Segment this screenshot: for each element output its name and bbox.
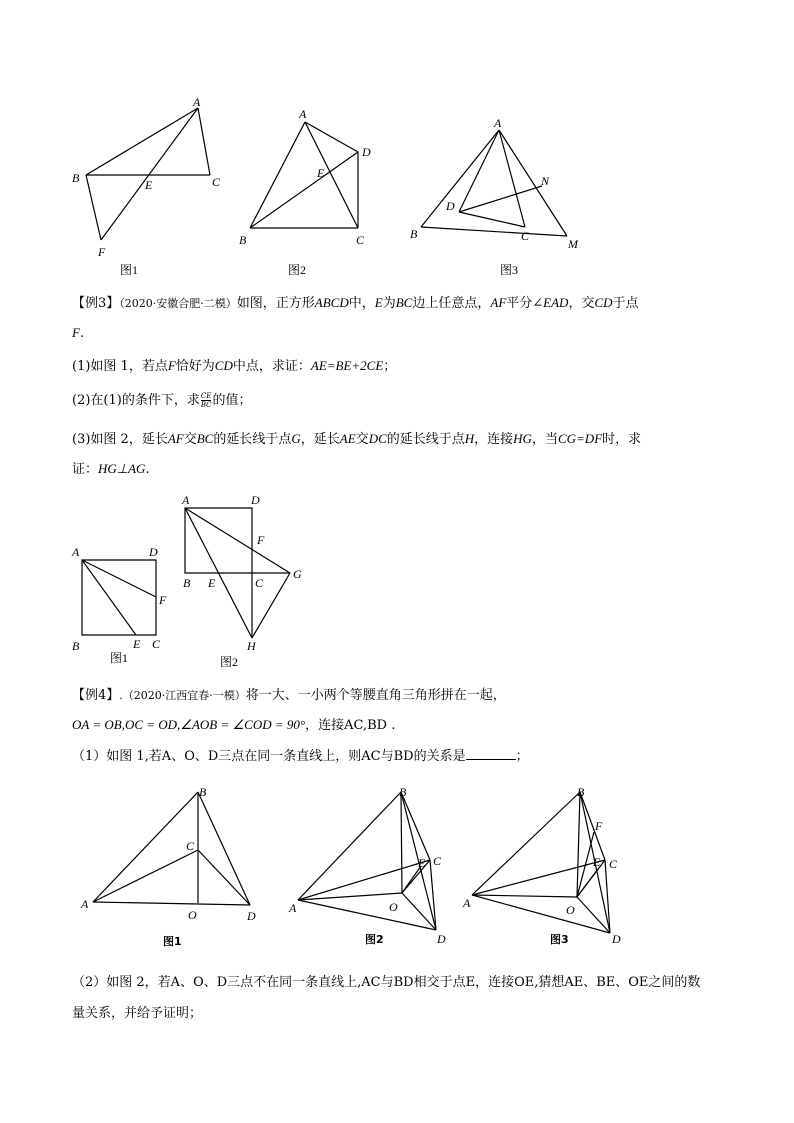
top-fig3-label-B: B	[410, 227, 418, 241]
ex4-stem-line2: OA = OB,OC = OD,∠AOB = ∠COD = 90°，连接AC,BD .	[72, 717, 396, 733]
ex3-figures	[0, 490, 794, 690]
ex3-stem-line2: F.	[72, 325, 85, 341]
top-fig2	[239, 107, 371, 277]
top-fig1-label-F: F	[98, 245, 106, 259]
ex4-fig2-label-E: E	[418, 856, 426, 870]
top-fig3-label-M: M	[568, 237, 578, 251]
top-fig3-label-A: A	[494, 116, 502, 130]
ex3-fig1-label-F: F	[159, 593, 167, 607]
ex3-fig2-label-A: A	[182, 493, 190, 507]
top-fig3	[410, 116, 579, 277]
ex4-fig1-label-C: C	[186, 839, 195, 853]
ex4-fig3-label-D: D	[612, 932, 621, 946]
ex4-question-2-line2: 量关系，并给予证明；	[72, 1006, 203, 1021]
top-fig1-label-B: B	[72, 171, 80, 185]
ex3-question-3-line1: (3)如图 2，延长AF交BC的延长线于点G，延长AE交DC的延长线于点H，连接HG，当CG=DF时，求	[72, 431, 642, 447]
top-fig3-label-C: C	[521, 229, 530, 243]
ex4-figures	[0, 775, 794, 965]
ex4-stem-line1: 【例4】.（2020·江西宜春·一模）将一大、一小两个等腰直角三角形拼在一起，	[72, 688, 506, 703]
top-fig1-label-E: E	[145, 178, 153, 192]
top-fig2-label-A: A	[299, 107, 307, 121]
ex3-stem-line1: 【例3】（2020·安徽合肥·二模）如图，正方形ABCD中，E为BC边上任意点，AF平分∠EAD，交CD于点	[72, 295, 639, 311]
ex4-fig1-label-A: A	[81, 897, 89, 911]
ex3-fig1-label-C: C	[152, 637, 161, 651]
ex3-question-2: (2)在(1)的条件下，求 $\frac{CE}{BC}$ 的值；	[72, 392, 252, 409]
ex3-fig2-label-F: F	[257, 533, 265, 547]
ex4-fig3-label-F: F	[595, 819, 603, 833]
ex3-fig2-label-D: D	[251, 493, 260, 507]
ex3-question-3-line2: 证：HG⊥AG.	[72, 461, 150, 477]
top-fig2-label-D: D	[362, 145, 371, 159]
ex4-fig2-label-C: C	[433, 854, 442, 868]
top-fig2-label-B: B	[239, 233, 247, 247]
top-fig1-label-C: C	[212, 175, 221, 189]
ex3-fig1-label-E: E	[133, 637, 141, 651]
ex4-question-2-line1: （2）如图 2，若A、O、D三点不在同一条直线上,AC与BD相交于点E，连接OE,猜想AE、BE、OE之间的数	[72, 975, 701, 990]
ex3-fig1	[71, 545, 167, 665]
ex4-fig3-caption: 图3	[550, 933, 569, 946]
ex4-fig1-label-O: O	[188, 908, 197, 922]
ex3-fig2-label-C: C	[255, 576, 264, 590]
ex3-fig1-caption: 图1	[110, 651, 129, 665]
top-fig3-label-D: D	[446, 199, 455, 213]
ex3-fig2-label-G: G	[293, 567, 302, 581]
ex4-fig2-label-B: B	[399, 785, 407, 799]
ex3-fig1-label-B: B	[72, 639, 80, 653]
ex4-fig2	[288, 785, 446, 946]
ex4-fig3	[462, 785, 621, 946]
ex3-fig2	[181, 493, 302, 669]
top-fig2-caption: 图2	[288, 263, 307, 277]
top-fig3-caption: 图3	[500, 263, 519, 277]
ex4-fig3-label-E: E	[593, 855, 601, 869]
ex3-fig1-label-D: D	[149, 545, 158, 559]
top-fig2-label-C: C	[356, 233, 365, 247]
ex4-fig3-label-B: B	[577, 785, 585, 799]
ex4-fig1-caption: 图1	[163, 935, 182, 948]
ex4-fig2-caption: 图2	[365, 933, 384, 946]
ex3-fig2-label-B: B	[183, 576, 191, 590]
top-fig2-label-E: E	[317, 166, 325, 180]
top-fig1-label-A: A	[193, 95, 201, 109]
ex4-fig1	[80, 785, 256, 948]
ex4-fig3-label-A: A	[463, 896, 471, 910]
top-figures	[0, 0, 794, 290]
ex3-fig2-label-E: E	[208, 576, 216, 590]
ex3-question-1: (1)如图 1，若点F恰好为CD中点，求证：AE=BE+2CE；	[72, 358, 397, 374]
ce-over-bc-fraction: $\frac{CE}{BC}$	[200, 392, 212, 409]
ex3-fig2-caption: 图2	[220, 655, 239, 669]
top-fig1-caption: 图1	[120, 263, 139, 277]
ex4-fig2-label-D: D	[437, 932, 446, 946]
top-fig3-label-N: N	[541, 174, 550, 188]
ex3-fig1-label-A: A	[72, 545, 80, 559]
answer-blank[interactable]	[466, 747, 516, 760]
ex4-fig3-label-O: O	[566, 903, 575, 917]
ex4-fig1-label-D: D	[247, 909, 256, 923]
ex4-question-1: （1）如图 1,若A、O、D三点在同一条直线上，则AC与BD的关系是 ；	[72, 749, 529, 764]
ex4-fig2-label-A: A	[289, 901, 297, 915]
ex4-fig1-label-B: B	[199, 785, 207, 799]
ex4-fig2-label-O: O	[389, 900, 398, 914]
ex4-fig3-label-C: C	[609, 857, 618, 871]
top-fig1	[72, 95, 221, 277]
ex3-fig2-label-H: H	[247, 639, 256, 653]
